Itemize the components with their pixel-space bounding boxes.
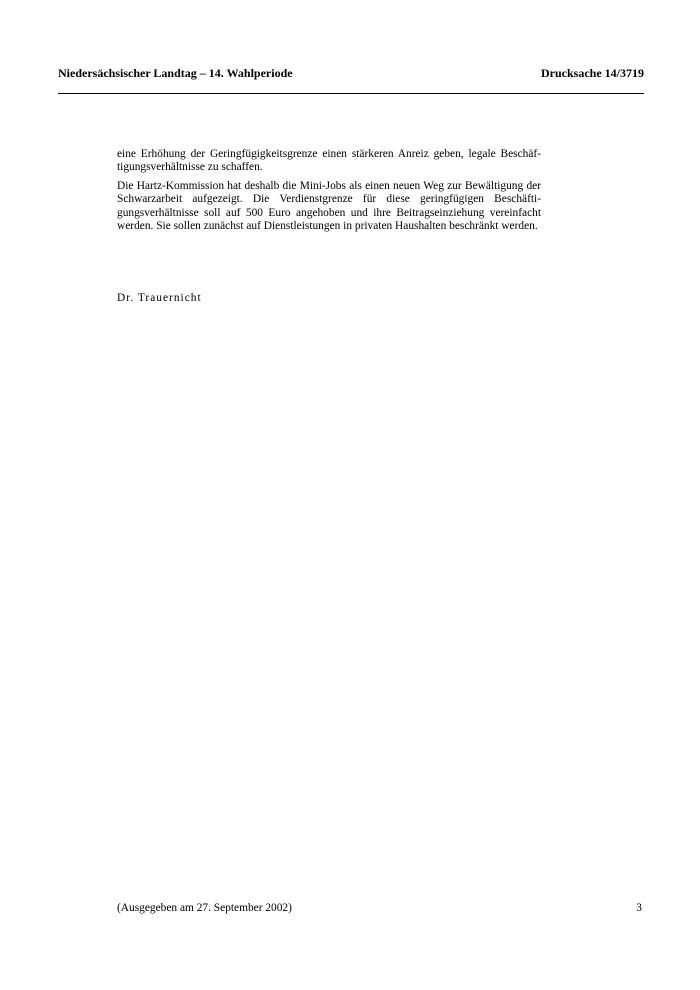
header-document-number: Drucksache 14/3719 [541,66,644,80]
body-paragraph: Die Hartz-Kommission hat deshalb die Mini-Jobs als einen neuen Weg zur Bewältigung der Schwarzarbeit aufgezeigt. Die Verdienstgrenze für diese geringfügigen Beschäftigungsverhältnisse soll auf 500 Euro angehoben und ihre Beitragseinziehung vereinfacht werden. Sie sollen zunächst auf Dienstleistungen in privaten Haushalten beschränkt werden. [117,179,541,233]
signature: Dr. Trauernicht [117,292,202,304]
body-paragraph: eine Erhöhung der Geringfügigkeitsgrenze einen stärkeren Anreiz geben, legale Beschäftigungsverhältnisse zu schaffen. [117,148,541,174]
header-divider [58,93,644,94]
body-text [117,148,541,238]
page-number: 3 [636,902,642,914]
page-header [58,66,644,86]
issued-date-note: (Ausgegeben am 27. September 2002) [117,902,292,914]
header-parliament-title: Niedersächsischer Landtag – 14. Wahlperiode [58,66,293,80]
